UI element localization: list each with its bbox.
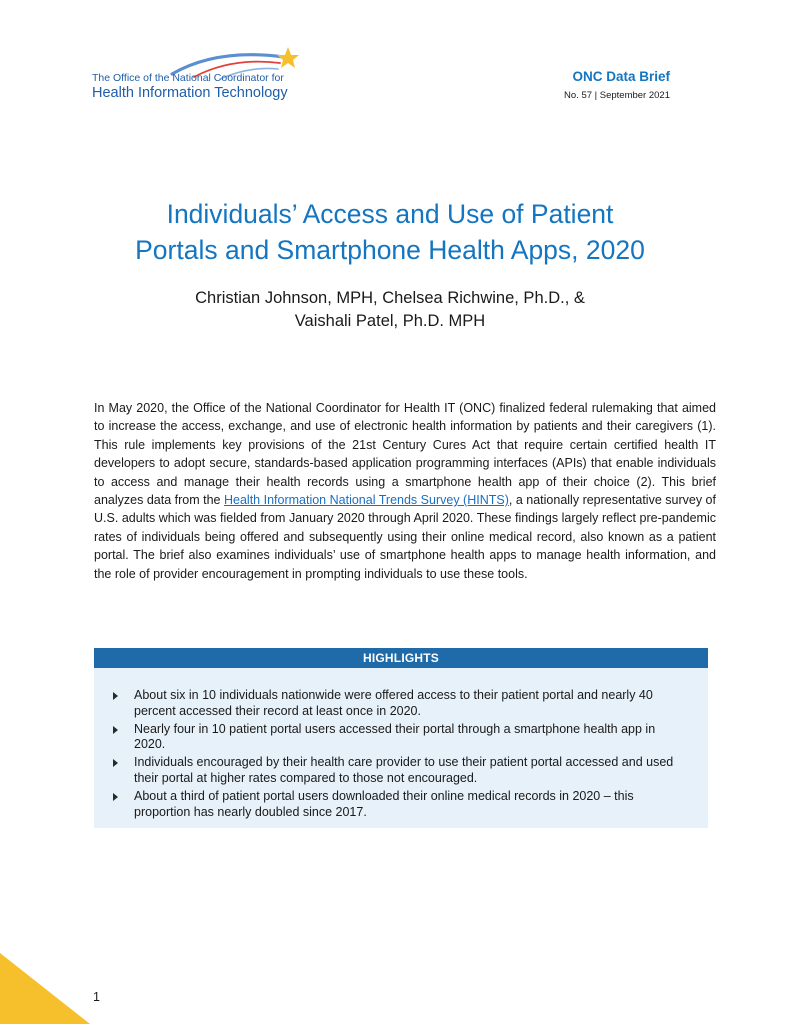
title-line1: Individuals’ Access and Use of Patient (166, 199, 614, 229)
highlight-item (134, 755, 688, 787)
highlights-list (94, 668, 708, 820)
logo-org-line1: The Office of the National Coordinator for (92, 72, 284, 84)
document-title (60, 196, 720, 268)
highlight-item (134, 722, 688, 754)
page-number: 1 (93, 990, 100, 1004)
brief-issue: No. 57 | September 2021 (564, 90, 670, 101)
triangle-bullet-icon (113, 793, 118, 801)
highlight-text: About a third of patient portal users downloaded their online medical records in 2020 – this proportion has nearly doubled since 2017. (134, 788, 634, 819)
highlight-text: Individuals encouraged by their health care provider to use their patient portal accessed and used their portal at higher rates compared to those not encouraged. (134, 755, 674, 785)
highlight-item (134, 688, 688, 720)
corner-accent-triangle-icon (0, 953, 90, 1024)
logo-org-line2: Health Information Technology (92, 85, 288, 101)
triangle-bullet-icon (113, 726, 118, 734)
brief-label: ONC Data Brief (572, 69, 670, 84)
hints-survey-link[interactable]: Health Information National Trends Survey (HINTS) (223, 493, 509, 508)
intro-paragraph (94, 399, 716, 583)
onc-logo (92, 44, 332, 104)
highlights-heading: HIGHLIGHTS (94, 648, 708, 668)
triangle-bullet-icon (113, 759, 118, 767)
highlight-item (134, 789, 688, 821)
authors-line2: Vaishali Patel, Ph.D. MPH (294, 312, 486, 330)
triangle-bullet-icon (113, 692, 118, 700)
title-line2: Portals and Smartphone Health Apps, 2020 (135, 235, 645, 265)
authors-line1: Christian Johnson, MPH, Chelsea Richwine, Ph.D., & (195, 289, 585, 307)
highlight-text: About six in 10 individuals nationwide were offered access to their patient portal and nearly 40 percent accessed their record at least once in 2020. (134, 688, 653, 718)
highlights-panel (94, 648, 708, 828)
intro-text-after-link: , a nationally representative survey of U.S. adults which was fielded from January 2020 through April 2020. These findings largely reflect pre-pandemic rates of individuals being offered and subsequently using their online medical record, also known as a patient portal. The brief also examines individuals’ use of smartphone health apps to manage health information, and the role of provider encouragement in prompting individuals to use these tools. (94, 493, 716, 581)
authors (90, 287, 690, 333)
intro-text-before-link: In May 2020, the Office of the National Coordinator for Health IT (ONC) finalized federal rulemaking that aimed to increase the access, exchange, and use of electronic health information by patients and their caregivers (1). This rule implements key provisions of the 21st Century Cures Act that require certain certified health IT developers to adopt secure, standards-based application programming interfaces (APIs) that enable individuals to access and manage their health records using a smartphone health app of their choice (2). This brief analyzes data from the (94, 401, 716, 508)
highlight-text: Nearly four in 10 patient portal users accessed their portal through a smartphone health app in 2020. (134, 721, 656, 752)
